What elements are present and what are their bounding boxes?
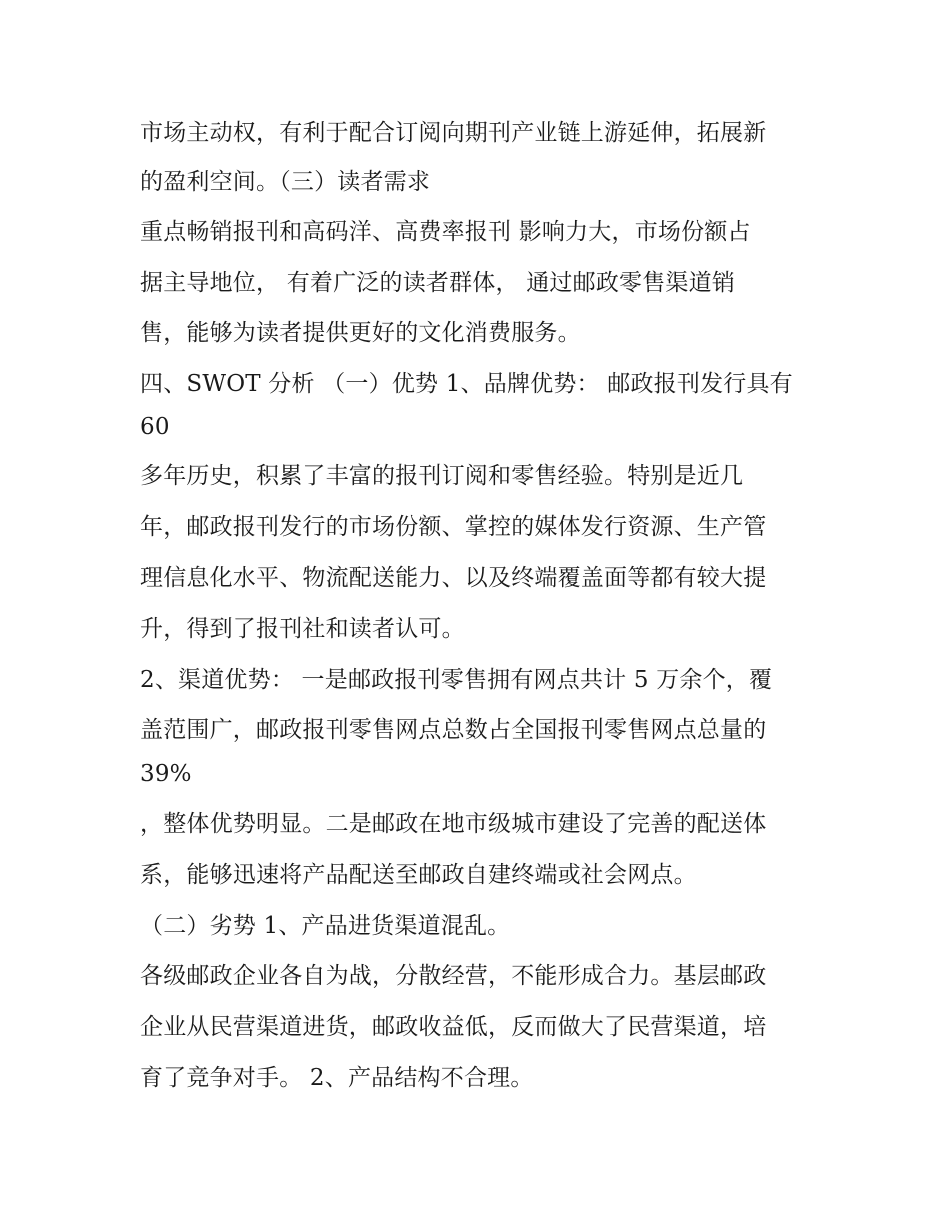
- text-line: 39%: [140, 761, 192, 787]
- text-line: 系，能够迅速将产品配送至邮政自建终端或社会网点。: [140, 862, 697, 888]
- text-line: 年，邮政报刊发行的市场份额、掌控的媒体发行资源、生产管: [140, 514, 767, 540]
- text-line: 重点畅销报刊和高码洋、高费率报刊 影响力大，市场份额占: [140, 219, 751, 245]
- text-line: 盖范围广，邮政报刊零售网点总数占全国报刊零售网点总量的: [140, 717, 767, 743]
- text-line: 升，得到了报刊社和读者认可。: [140, 616, 465, 642]
- section-heading-line: （二）劣势 1、产品进货渠道混乱。: [140, 913, 511, 939]
- text-line: 的盈利空间。（三）读者需求: [140, 169, 431, 195]
- text-line: 2、渠道优势： 一是邮政报刊零售拥有网点共计 5 万余个，覆: [140, 667, 773, 693]
- section-heading-line: 四、SWOT 分析 （一）优势 1、品牌优势： 邮政报刊发行具有: [140, 371, 793, 397]
- text-line: 理信息化水平、物流配送能力、以及终端覆盖面等都有较大提: [140, 565, 767, 591]
- text-line: 育了竞争对手。 2、产品结构不合理。: [140, 1065, 534, 1091]
- text-line: 60: [140, 414, 170, 440]
- text-line: 据主导地位， 有着广泛的读者群体， 通过邮政零售渠道销: [140, 270, 736, 296]
- text-line: 各级邮政企业各自为战，分散经营，不能形成合力。基层邮政: [140, 963, 767, 989]
- text-line: 多年历史，积累了丰富的报刊订阅和零售经验。特别是近几: [140, 463, 744, 489]
- text-line: 企业从民营渠道进货，邮政收益低，反而做大了民营渠道，培: [140, 1014, 767, 1040]
- text-line: 售，能够为读者提供更好的文化消费服务。: [140, 320, 581, 346]
- text-line: 市场主动权，有利于配合订阅向期刊产业链上游延伸，拓展新: [140, 120, 767, 146]
- text-line: ，整体优势明显。二是邮政在地市级城市建设了完善的配送体: [140, 811, 767, 837]
